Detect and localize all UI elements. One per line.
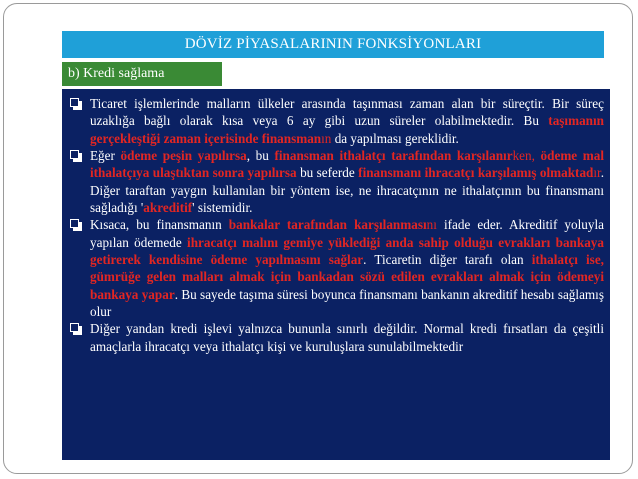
body-text: bu seferde <box>296 165 359 181</box>
content-box <box>62 89 610 460</box>
body-text: ifade eder. Akreditif yoluyla yapılan ödemede <box>90 217 604 250</box>
body-text: ' sistemidir. <box>192 200 253 216</box>
square-bullet-icon <box>70 98 79 107</box>
highlighted-suffix: ken, <box>512 148 541 164</box>
square-bullet-icon <box>70 323 79 332</box>
square-bullet-icon <box>70 219 79 228</box>
highlighted-text: bankalar tarafından karşılanması <box>228 217 427 233</box>
paragraph-4-text <box>90 321 604 353</box>
paragraph-4 <box>68 320 604 355</box>
paragraph-2 <box>68 147 604 216</box>
highlighted-text: ithalatçı ise, gümrüğe gelen malları almak için bankadan sözü edilen evrakları almak için ödemeyi bankaya yapar <box>90 252 604 302</box>
paragraph-1 <box>68 95 604 147</box>
body-text: Eğer <box>90 148 121 164</box>
highlighted-text: finansman ithalatçı tarafından karşılanır <box>274 148 513 164</box>
highlighted-suffix: nı <box>426 217 437 233</box>
body-text: da yapılması gereklidir. <box>331 130 459 146</box>
square-bullet-icon <box>70 150 79 159</box>
highlighted-text: ödeme mal ithalatçıya ulaştıktan sonra yapılırsa <box>90 148 605 181</box>
paragraph-3-text <box>90 217 604 319</box>
highlighted-text: ödeme peşin yapılırsa <box>120 148 247 164</box>
highlighted-text: taşımanın gerçekleştiği zaman içerisinde finansman <box>90 113 604 146</box>
paragraph-1-text <box>90 96 604 146</box>
section-subtitle: b) Kredi sağlama <box>62 62 222 86</box>
highlighted-suffix: ır <box>593 165 601 181</box>
paragraph-3 <box>68 216 604 320</box>
body-text: Kısaca, bu finansmanın <box>90 217 229 233</box>
body-text: Diğer yandan kredi işlevi yalnızca bununla sınırlı değildir. Normal kredi fırsatları da çeşitli amaçlarla ihracatçı veya ithalatçı kişi ve kuruluşlara sunulabilmektedir <box>90 321 604 354</box>
body-text: , bu <box>246 148 275 164</box>
body-text: . Ticaretin diğer tarafı olan <box>363 252 532 268</box>
highlighted-text: ihracatçı malını gemiye yüklediği anda sahip olduğu evrakları bankaya getirerek kendisine ödeme yapılmasını sağlar <box>90 234 604 268</box>
slide-title: DÖVİZ PİYASALARININ FONKSİYONLARI <box>62 31 604 58</box>
highlighted-text: finansmanı ihracatçı karşılamış olmaktad <box>358 165 594 181</box>
body-text: . Bu sayede taşıma süresi boyunca finansmanı bankanın akreditif hesabı sağlamış olur <box>90 286 604 320</box>
highlighted-text: akreditif <box>143 200 193 216</box>
highlighted-suffix: ın <box>321 130 332 146</box>
paragraph-2-text <box>90 148 604 215</box>
body-text: . Diğer taraftan yaygın kullanılan bir yöntem ise, ne ihracatçının ne ithalatçının bu finansmanı sağladığı ' <box>90 165 604 216</box>
body-text: Ticaret işlemlerinde malların ülkeler arasında taşınması zaman alan bir süreçtir. Bir süreç uzaklığa bağlı olarak kısa veya 6 ay gibi uzun süreler olabilmektedir. Bu <box>90 96 604 129</box>
